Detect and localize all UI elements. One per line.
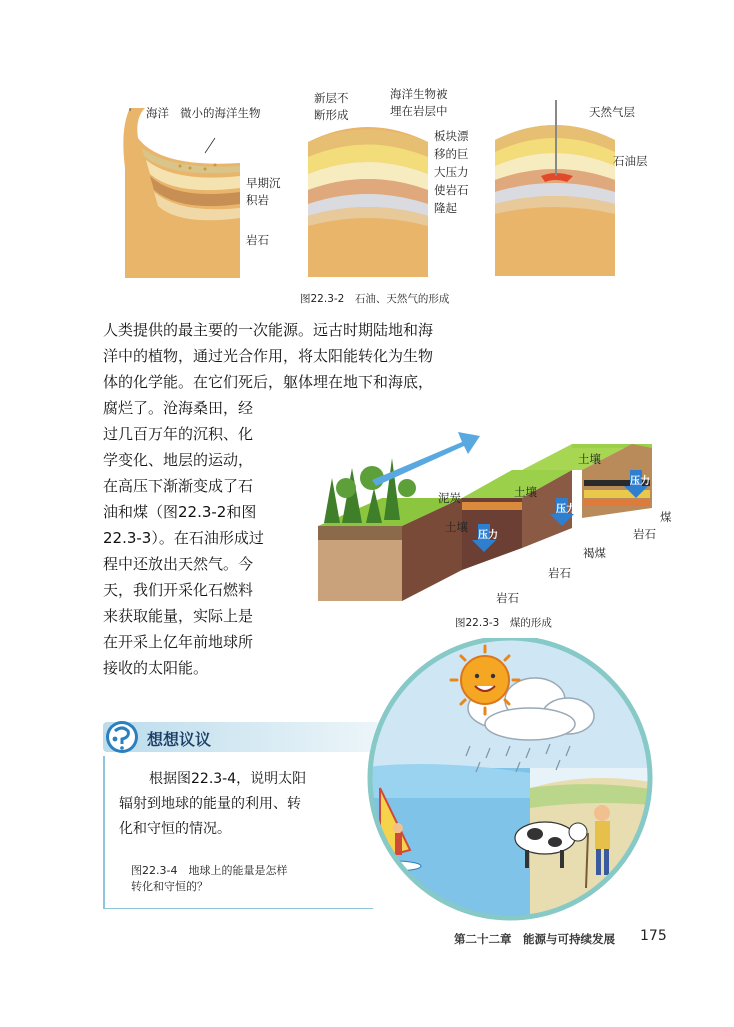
label-plate-pressure-1: 板块漂 <box>434 129 469 143</box>
text-line: 程中还放出天然气。今 <box>103 555 254 573</box>
label-new-layer-2: 断形成 <box>314 108 349 122</box>
pressure-badge: 压力 <box>556 504 576 515</box>
figure-22-3-4-caption-1: 图22.3-4 地球上的能量是怎样 <box>131 864 288 877</box>
label-lignite: 褐煤 <box>583 546 606 560</box>
label-rock: 岩石 <box>246 233 269 247</box>
oil-formation-panel-2 <box>308 112 428 277</box>
text-line: 在开采上亿年前地球所 <box>103 633 254 651</box>
paragraph-narrow <box>103 395 264 681</box>
text-line: 来获取能量，实际上是 <box>103 607 254 625</box>
text-line: 人类提供的最主要的一次能源。远古时期陆地和海 <box>103 321 434 339</box>
label-time-progress: 时间进程 <box>382 434 431 466</box>
discussion-title: 想想议议 <box>147 730 212 749</box>
discussion-text-line: 辐射到地球的能量的利用、转 <box>119 796 301 812</box>
figure-22-3-2-caption: 图22.3-2 石油、天然气的形成 <box>300 293 450 305</box>
label-ocean: 海洋 <box>146 106 169 120</box>
figure-22-3-4-caption-2: 转化和守恒的？ <box>131 880 208 893</box>
discussion-bracket <box>103 756 105 908</box>
text-line: 在高压下渐渐变成了石 <box>103 477 254 495</box>
label-soil: 土壤 <box>578 452 601 466</box>
label-plate-pressure-3: 大压力 <box>434 165 469 179</box>
paragraph-wide <box>103 317 433 395</box>
label-early-rock-2: 积岩 <box>246 193 269 207</box>
text-line: 体的化学能。在它们死后，躯体埋在地下和海底， <box>103 373 434 391</box>
text-line: 22.3-3）。在石油形成过 <box>103 529 264 547</box>
chapter-title: 第二十二章 能源与可持续发展 <box>454 932 615 946</box>
pressure-badge: 压力 <box>630 476 650 487</box>
text-line: 油和煤（图22.3-2和图 <box>103 503 257 521</box>
label-early-rock-1: 早期沉 <box>246 176 281 190</box>
label-peat: 泥炭 <box>438 491 461 505</box>
discussion-text-line: 化和守恒的情况。 <box>119 821 231 837</box>
page-number: 175 <box>640 928 667 944</box>
coal-formation-illustration <box>312 418 672 618</box>
label-buried-organisms-2: 埋在岩层中 <box>390 104 448 118</box>
text-line: 过几百万年的沉积、化 <box>103 425 254 443</box>
text-line: 腐烂了。沧海桑田，经 <box>103 399 254 417</box>
label-rock: 岩石 <box>633 527 656 541</box>
text-line: 学变化、地层的运动， <box>103 451 254 469</box>
label-buried-organisms-1: 海洋生物被 <box>390 87 448 101</box>
label-new-layer-1: 新层不 <box>314 91 349 105</box>
label-soil: 土壤 <box>445 520 468 534</box>
label-coal: 煤 <box>660 510 672 524</box>
label-gas-layer: 天然气层 <box>589 105 635 119</box>
label-soil: 土壤 <box>514 485 537 499</box>
discussion-bottom-line <box>103 908 373 909</box>
label-rock: 岩石 <box>548 566 571 580</box>
text-line: 天，我们开采化石燃料 <box>103 581 254 599</box>
label-plate-pressure-5: 隆起 <box>434 201 457 215</box>
text-line: 接收的太阳能。 <box>103 659 209 677</box>
label-rock: 岩石 <box>496 591 519 605</box>
discussion-text-line: 根据图22.3-4，说明太阳 <box>149 771 307 787</box>
oil-formation-panel-1 <box>120 108 240 278</box>
label-plate-pressure-4: 使岩石 <box>434 183 469 197</box>
figure-22-3-3-caption: 图22.3-3 煤的形成 <box>455 617 552 629</box>
earth-energy-illustration <box>340 638 700 928</box>
discussion-text <box>119 767 306 842</box>
pressure-badge: 压力 <box>478 530 498 541</box>
label-oil-layer: 石油层 <box>613 154 648 168</box>
oil-formation-panel-3 <box>495 100 615 276</box>
text-line: 洋中的植物，通过光合作用，将太阳能转化为生物 <box>103 347 434 365</box>
label-plate-pressure-2: 移的巨 <box>434 147 469 161</box>
discussion-icon <box>104 719 140 755</box>
label-marine-organisms: 微小的海洋生物 <box>180 106 261 120</box>
